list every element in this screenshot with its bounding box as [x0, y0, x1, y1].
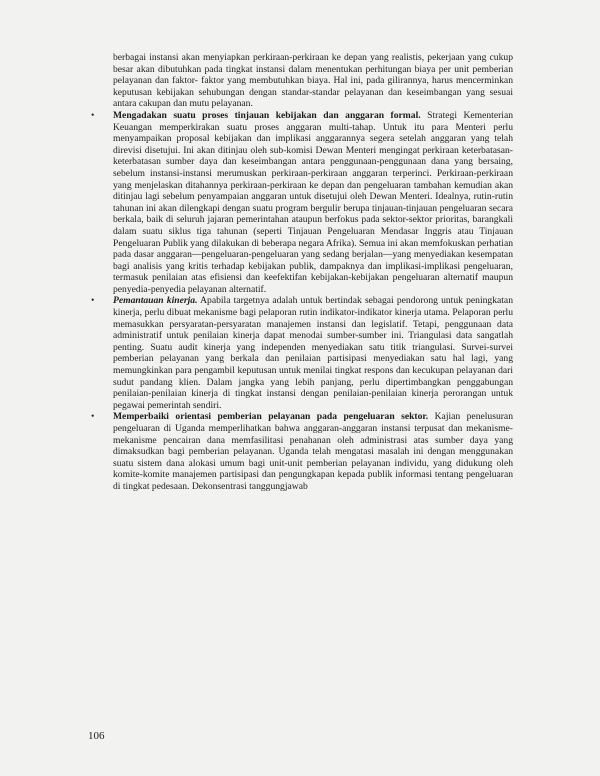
bullet-text: Kajian penelusuran pengeluaran di Uganda memperlihatkan bahwa anggaran-anggaran instansi terpusat dan mekanisme-mekanisme pencairan dana memfasilitasi penahanan oleh administrasi atas sumber daya yang dimaksudkan bagi pemberian pelayanan. Uganda telah mengatasi masalah ini dengan menggunakan suatu sistem dana alokasi umum bagi unit-unit pemberian pelayanan individu, yang didukung oleh komite-komite manajemen partisipasi dan pengungkapan kepada publik informasi tentang pengeluaran di tingkat pedesaan. Dekonsentrasi tanggungjawab	[113, 411, 513, 492]
bullet-item-performance-monitoring	[89, 295, 513, 411]
bullet-icon: •	[91, 295, 95, 307]
bullet-text: Apabila targetnya adalah untuk bertindak sebagai pendorong untuk peningkatan kinerja, perlu dibuat mekanisme bagi pelaporan rutin indikator-indikator kinerja utama. Pelaporan perlu memasukkan persyaratan-persyaratan manajemen instansi dan legislatif. Tetapi, penggunaan data administratif untuk penilaian kinerja dapat menodai sumber-sumber ini. Triangulasi data sangatlah penting. Suatu audit kinerja yang independen menyediakan satu titik triangulasi. Survei-survei pemberian pelayanan yang berkala dan penilaian partisipasi menyediakan satu hal lagi, yang memungkinkan para pengambil keputusan untuk menilai tingkat respons dan kecukupan pelayanan dari sudut pandang klien. Dalam jangka yang lebih panjang, perlu dipertimbangkan penggabungan penilaian-penilaian kinerja di tingkat instansi dengan penilaian-penilaian kinerja perorangan untuk pegawai pemerintah sendiri.	[113, 295, 513, 411]
page-number: 106	[88, 730, 105, 742]
bullet-title: Pemantauan kinerja.	[113, 295, 198, 307]
bullet-icon: •	[91, 109, 95, 121]
bullet-item-service-orientation	[89, 411, 513, 492]
bullet-title: Mengadakan suatu proses tinjauan kebijakan dan anggaran formal.	[113, 109, 421, 121]
bullet-list	[89, 110, 513, 493]
bullet-title: Memperbaiki orientasi pemberian pelayanan pada pengeluaran sektor.	[113, 411, 429, 423]
bullet-text: Strategi Kementerian Keuangan memperkirakan suatu proses anggaran multi-tahap. Untuk itu para Menteri perlu menyampaikan proposal kebijakan dan implikasi anggarannya segera setelah anggaran yang telah direvisi disetujui. Ini akan ditinjau oleh sub-komisi Dewan Menteri mengingat perkiraan keterbatasan-keterbatasan sumber daya dan keseimbangan antara penggunaan-penggunaan dana yang bersaing, sebelum instansi-instansi merumuskan perkiraan-perkiraan anggaran terperinci. Perkiraan-perkiraan yang menjelaskan ditahannya perkiraan-perkiraan ke depan dan pengeluaran tambahan kemudian akan ditinjau lagi sebelum penyampaian anggaran untuk disetujui oleh Dewan Menteri. Idealnya, rutin-rutin tahunan ini akan dilengkapi dengan suatu program bergulir berupa tinjauan-tinjauan pengeluaran secara berkala, baik di seluruh jajaran pemerintahan ataupun berfokus pada sektor-sektor prioritas, barangkali dalam suatu siklus tiga tahunan (seperti Tinjauan Pengeluaran Mendasar Inggris atau Tinjauan Pengeluaran Publik yang dilakukan di beberapa negara Afrika). Semua ini akan memfokuskan perhatian pada dasar anggaran—pengeluaran-pengeluaran yang sedang berjalan—yang menyediakan kesempatan bagi analisis yang kritis terhadap kebijakan publik, dampaknya dan implikasi-implikasi pengeluaran, termasuk penilaian atas efisiensi dan keefektifan kebijakan-kebijakan pengeluaran alternatif maupun penyedia-penyedia pelayanan alternatif.	[113, 109, 513, 295]
body-text	[89, 52, 513, 493]
bullet-icon: •	[91, 411, 95, 423]
bullet-item-policy-review	[89, 110, 513, 296]
lead-paragraph: berbagai instansi akan menyiapkan perkiraan-perkiraan ke depan yang realistis, pekerjaan yang cukup besar akan dibutuhkan pada tingkat instansi dalam menentukan perhitungan biaya per unit pemberian pelayanan dan faktor- faktor yang membutuhkan biaya. Hal ini, pada gilirannya, harus mencerminkan keputusan kebijakan sehubungan dengan standar-standar pelayanan dan keseimbangan yang sesuai antara cakupan dan mutu pelayanan.	[113, 52, 513, 110]
